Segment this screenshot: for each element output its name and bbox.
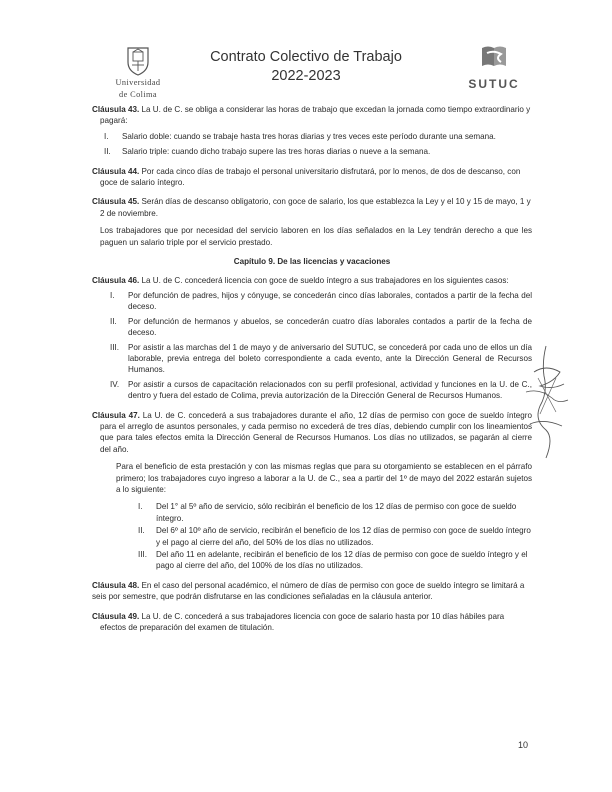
item-text: Por asistir a cursos de capacitación relacionados con su perfil profesional, actividad y funciones en la U. de C., dentro y fuera del estado de Colima, previa autorización de la Dirección General de Recursos Humanos.: [128, 379, 532, 401]
union-name: SUTUC: [468, 77, 520, 91]
page-number: 10: [517, 740, 528, 750]
list-item: [92, 316, 532, 339]
clause-49: [92, 611, 532, 634]
item-number: I.: [138, 502, 143, 512]
item-number: II.: [104, 147, 111, 157]
clause-44: [92, 166, 532, 189]
clause-label: Cláusula 44.: [92, 166, 140, 176]
list-item: [92, 379, 532, 402]
union-logo: [464, 44, 524, 91]
item-number: I.: [110, 290, 115, 300]
university-logo: [108, 46, 168, 99]
university-name-line1: Universidad: [115, 78, 161, 87]
union-emblem-icon: [478, 44, 510, 70]
list-item: [92, 525, 532, 548]
list-item: [92, 146, 532, 157]
list-item: [92, 290, 532, 313]
clause-47: [92, 410, 532, 572]
item-text: Salario triple: cuando dicho trabajo supere las tres horas diarias o nueve a la semana.: [122, 147, 431, 157]
list-item: [92, 501, 532, 524]
clause-label: Cláusula 48.: [92, 580, 140, 590]
clause-text: La U. de C. se obliga a considerar las horas de trabajo que excedan la jornada como tiempo extraordinario y pagará:: [100, 105, 531, 126]
item-number: III.: [138, 550, 147, 559]
clause-label: Cláusula 45.: [92, 197, 140, 207]
list-item: [92, 131, 532, 142]
title-line2: 2022-2023: [271, 68, 341, 84]
handwritten-signature-icon: [516, 342, 576, 462]
clause-48: [92, 580, 532, 603]
clause-text: La U. de C. concederá a sus trabajadores licencia con goce de salario hasta por 10 días hábiles para efectos de preparación del examen de titulación.: [100, 611, 505, 633]
document-title: [180, 48, 432, 86]
clause-46: [92, 275, 532, 401]
clause-text: En el caso del personal académico, el número de días de permiso con goce de sueldo íntegro se limitará a seis por semestre, que podrán disfrutarse en las condiciones señaladas en la cláusula anterior.: [92, 580, 525, 602]
item-text: Del 6º al 10º año de servicio, recibirán el beneficio de los 12 días de permiso con goce de sueldo íntegro y el pago al cierre del año, del 50% de los días no utilizados.: [156, 526, 531, 547]
clause-43: [92, 104, 532, 158]
list-item: [92, 549, 532, 572]
clause-label: Cláusula 43.: [92, 105, 140, 114]
university-name-line2: de Colima: [119, 89, 157, 99]
clause-paragraph: Los trabajadores que por necesidad del servicio laboren en los días señalados en la Ley tendrán derecho a que les paguen un salario triple por el servicio prestado.: [100, 226, 532, 247]
clause-45: [92, 196, 532, 248]
item-text: Por defunción de hermanos y abuelos, se concederán cuatro días laborales contados a partir de la fecha de deceso.: [128, 316, 532, 338]
title-line1: Contrato Colectivo de Trabajo: [210, 49, 402, 65]
clause-text: Por cada cinco días de trabajo el personal universitario disfrutará, por lo menos, de dos de descanso, con goce de salario íntegro.: [100, 166, 521, 188]
clause-text: Serán días de descanso obligatorio, con goce de salario, los que establezca la Ley y el 10 y 15 de mayo, 1 y 2 de noviembre.: [100, 197, 531, 218]
item-number: II.: [110, 316, 117, 326]
document-body: [92, 104, 532, 641]
item-text: Salario doble: cuando se trabaje hasta tres horas diarias y tres veces este período durante una semana.: [122, 131, 496, 141]
clause-label: Cláusula 46.: [92, 276, 140, 286]
item-number: II.: [138, 526, 145, 536]
list-item: [92, 342, 532, 376]
clause-paragraph: Para el beneficio de esta prestación y con las mismas reglas que para su otorgamiento se establecen en el párrafo primero; los trabajadores cuyo ingreso a laborar a la U. de C., sea a partir del 1º de mayo del 2022 estarán sujetos a lo siguiente:: [116, 462, 532, 494]
item-number: I.: [104, 131, 109, 141]
clause-label: Cláusula 49.: [92, 611, 140, 621]
item-number: IV.: [110, 379, 120, 389]
item-text: Por defunción de padres, hijos y cónyuge, se concederán cinco días laborales, contados a partir de la fecha del deceso.: [128, 290, 532, 312]
item-text: Por asistir a las marchas del 1 de mayo y de aniversario del SUTUC, se concederá por cada uno de ellos un día laborable, previa entrega del boleto correspondiente a cada evento, ante la Dirección General de Recursos Humanos.: [128, 342, 532, 375]
clause-text: La U. de C. concederá licencia con goce de sueldo íntegro a sus trabajadores en los siguientes casos:: [141, 276, 509, 286]
clause-label: Cláusula 47.: [92, 410, 140, 420]
chapter-heading: Capítulo 9. De las licencias y vacaciones: [233, 257, 391, 267]
university-crest-icon: [125, 46, 151, 76]
item-text: Del 1° al 5º año de servicio, sólo recibirán el beneficio de los 12 días de permiso con goce de sueldo íntegro.: [156, 502, 517, 523]
clause-text: La U. de C. concederá a sus trabajadores durante el año, 12 días de permiso con goce de sueldo íntegro para el arreglo de asuntos personales, y cada permiso no excederá de tres días, debiendo cumplir con los lineamientos que para tales efectos emita la Dirección General de Recursos Humanos. Los días no utilizados, se pagarán al cierre del año.: [100, 410, 532, 454]
item-text: Del año 11 en adelante, recibirán el beneficio de los 12 días de permiso con goce de sueldo íntegro y el pago al cierre del año, del 100% de los días no utilizados.: [156, 550, 528, 571]
item-number: III.: [110, 342, 119, 352]
